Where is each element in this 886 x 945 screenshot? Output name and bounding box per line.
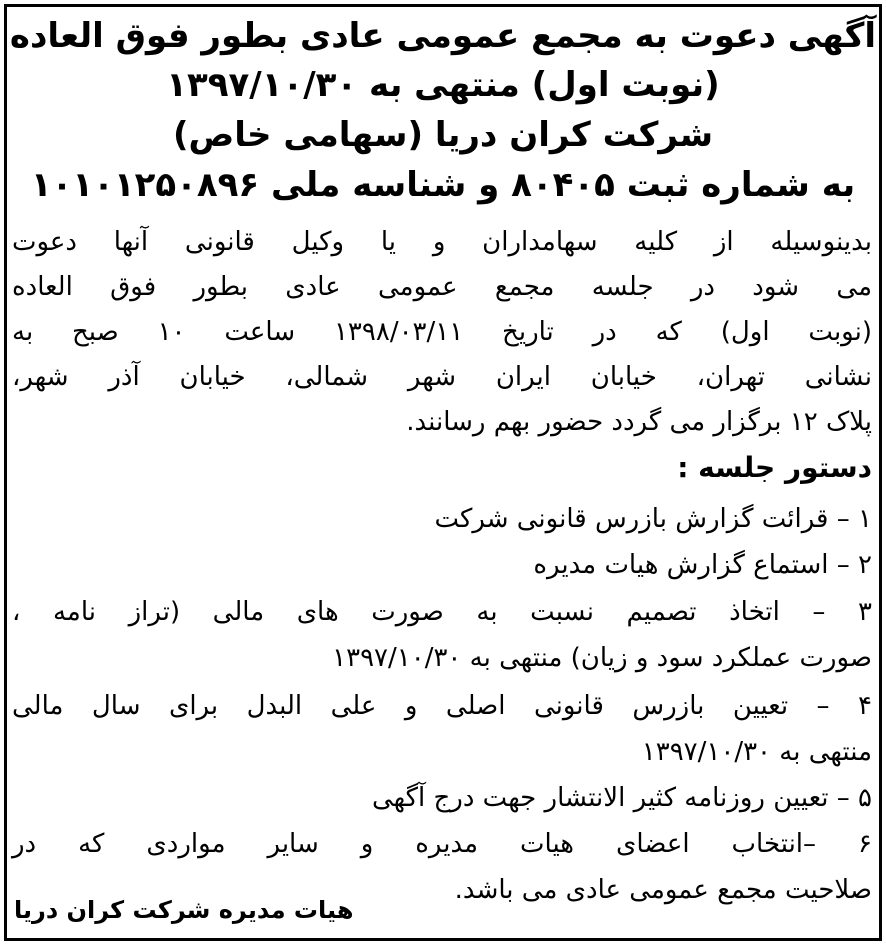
agenda-item-3: ۳ – اتخاذ تصمیم نسبت به صورت های مالی (تراز نامه ، <box>12 597 872 627</box>
agenda-item-1: ۱ – قرائت گزارش بازرس قانونی شرکت <box>434 504 872 534</box>
agenda-title: دستور جلسه : <box>677 451 872 484</box>
headline-company-name: شرکت کران دریا (سهامی خاص) <box>172 115 714 155</box>
agenda-item-2: ۲ – استماع گزارش هیات مدیره <box>533 550 872 580</box>
signature-board-of-directors: هیات مدیره شرکت کران دریا <box>14 896 354 924</box>
agenda-item-4: ۴ – تعیین بازرس قانونی اصلی و علی البدل برای سال مالی <box>12 691 872 721</box>
body-line: نشانی تهران، خیابان ایران شهر شمالی، خیابان آذر شهر، <box>12 362 872 392</box>
body-line: (نوبت اول) که در تاریخ ۱۳۹۸/۰۳/۱۱ ساعت ۱۰ صبح به <box>12 317 872 347</box>
body-line: پلاک ۱۲ برگزار می گردد حضور بهم رسانند. <box>406 407 872 437</box>
headline-registration: به شماره ثبت ۸۰۴۰۵ و شناسه ملی ۱۰۱۰۱۲۵۰۸۹۶ <box>30 165 856 205</box>
headline-title: آگهی دعوت به مجمع عمومی عادی بطور فوق العاده <box>9 16 876 56</box>
body-line: می شود در جلسه مجمع عمومی عادی بطور فوق العاده <box>12 272 872 302</box>
agenda-item-3-continued: صورت عملکرد سود و زیان) منتهی به ۱۳۹۷/۱۰/۳۰ <box>332 643 872 673</box>
headline-session-date: (نوبت اول) منتهی به ۱۳۹۷/۱۰/۳۰ <box>166 65 720 105</box>
agenda-item-5: ۵ – تعیین روزنامه کثیر الانتشار جهت درج آگهی <box>371 783 872 813</box>
body-line: بدینوسیله از کلیه سهامداران و یا وکیل قانونی آنها دعوت <box>12 227 872 257</box>
agenda-item-6: ۶ –انتخاب اعضای هیات مدیره و سایر مواردی که در <box>12 829 872 859</box>
agenda-item-6-continued: صلاحیت مجمع عمومی عادی می باشد. <box>454 875 872 905</box>
agenda-item-4-continued: منتهی به ۱۳۹۷/۱۰/۳۰ <box>641 737 872 767</box>
